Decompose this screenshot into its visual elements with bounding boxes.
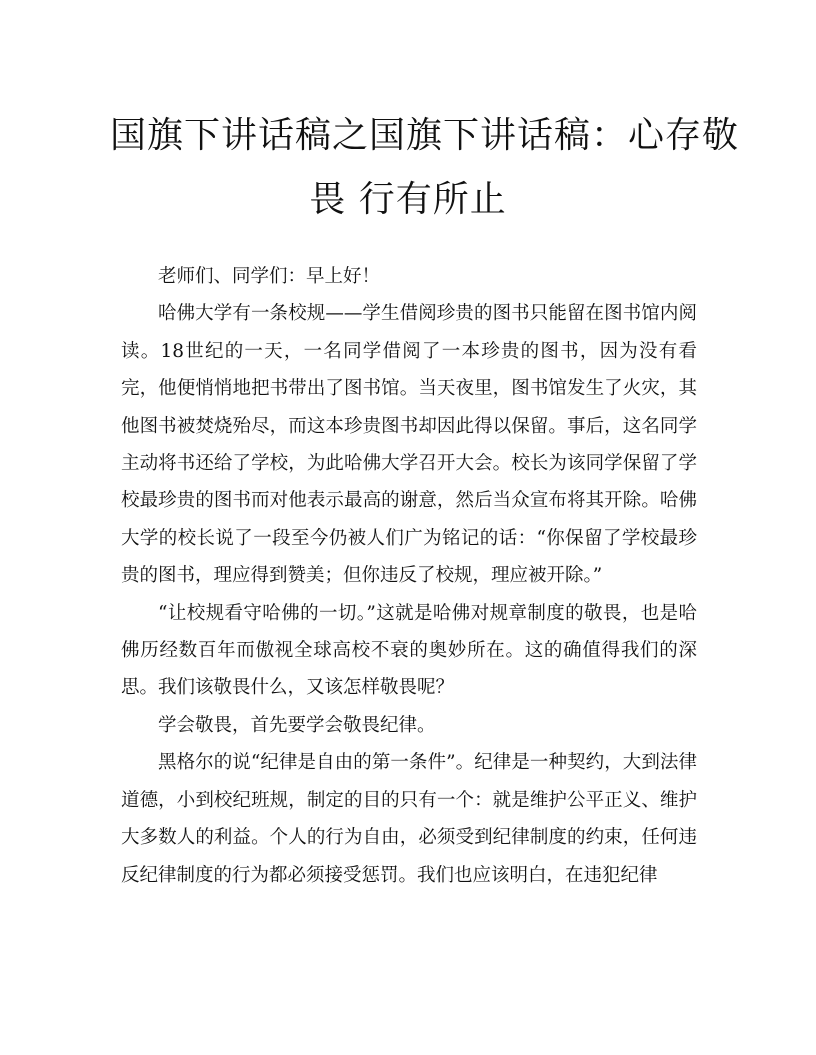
title-line-1: 国旗下讲话稿之国旗下讲话稿：心存敬 <box>110 115 740 156</box>
hegel-quote-paragraph: 黑格尔的说“纪律是自由的第一条件”。纪律是一种契约，大到法律道德，小到校纪班规，制定的目的只有一个：就是维护公平正义、维护大多数人的利益。个人的行为自由，必须受到纪律制度的约束，任何违反纪律制度的行为都必须接受惩罚。我们也应该明白，在违犯纪律 <box>121 752 697 886</box>
greeting-paragraph: 老师们、同学们：早上好！ <box>158 266 381 287</box>
discipline-heading-paragraph: 学会敬畏，首先要学会敬畏纪律。 <box>158 714 436 736</box>
harvard-story-paragraph: 哈佛大学有一条校规——学生借阅珍贵的图书只能留在图书馆内阅读。18世纪的一天，一名同学借阅了一本珍贵的图书，因为没有看完，他便悄悄地把书带出了图书馆。当天夜里，图书馆发生了火灾，其他图书被焚烧殆尽，而这本珍贵图书却因此得以保留。事后，这名同学主动将书还给了学校，为此哈佛大学召开大会。校长为该同学保留了学校最珍贵的图书而对他表示最高的谢意，然后当众宣布将其开除。哈佛大学的校长说了一段至今仍被人们广为铭记的话：“你保留了学校最珍贵的图书，理应得到赞美；但你违反了校规，理应被开除。” <box>121 303 697 587</box>
document-title <box>110 104 740 232</box>
document-body <box>121 258 697 894</box>
reflection-paragraph: “让校规看守哈佛的一切。”这就是哈佛对规章制度的敬畏，也是哈佛历经数百年而傲视全球高校不衰的奥妙所在。这的确值得我们的深思。我们该敬畏什么，又该怎样敬畏呢？ <box>121 602 697 699</box>
title-line-2: 畏 行有所止 <box>309 179 507 220</box>
